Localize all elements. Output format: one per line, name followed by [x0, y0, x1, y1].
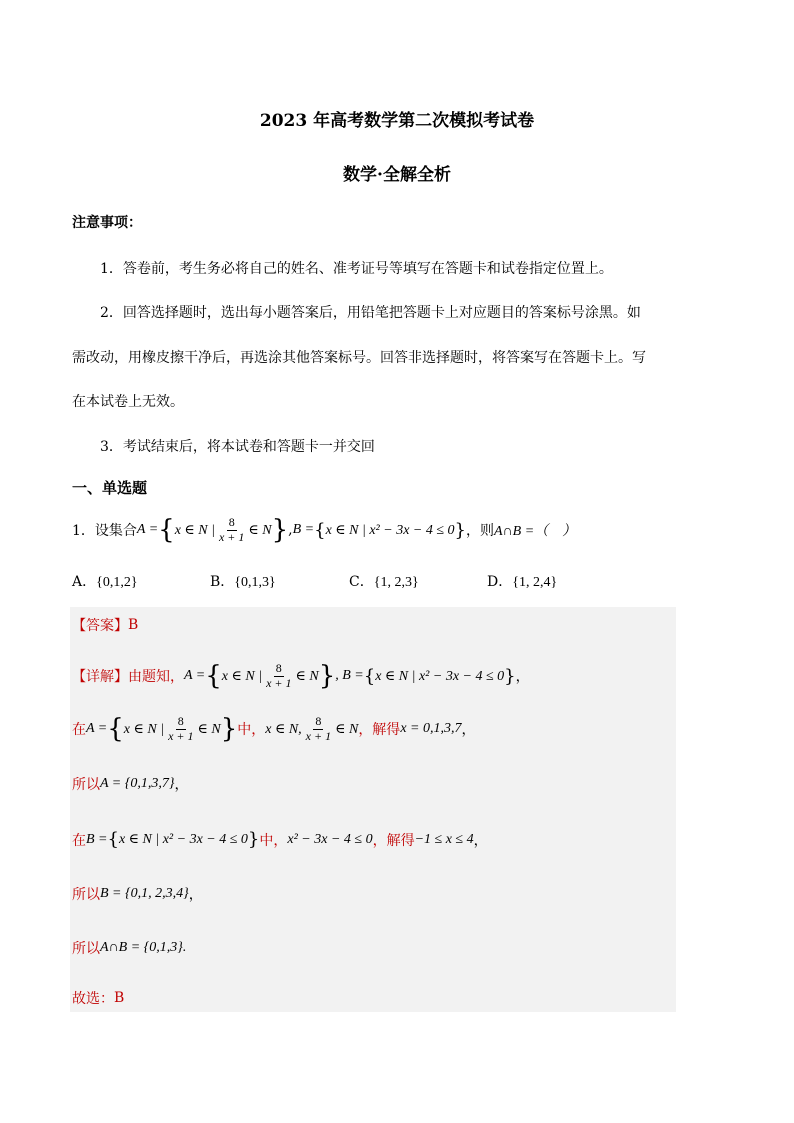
detail-result: x = 0,1,3,7	[400, 721, 462, 736]
fraction	[304, 715, 333, 744]
detail-set-b-lhs: B =	[86, 831, 108, 847]
detail-line-end: ，	[461, 722, 476, 738]
option-a[interactable]	[72, 571, 138, 591]
option-d-value: {1, 2,4}	[512, 575, 558, 590]
final-label: 故选：	[72, 991, 114, 1007]
detail-text: 中，	[259, 832, 288, 849]
option-d-label: D．	[487, 574, 513, 590]
right-brace: }	[271, 515, 289, 545]
left-brace: {	[158, 515, 175, 545]
comma: ,	[288, 522, 293, 538]
detail-text: 所以	[72, 941, 100, 957]
exam-subtitle: 数学·全解全析	[343, 165, 451, 185]
detail-line-6	[72, 938, 186, 958]
detail-line-end: ，	[515, 669, 530, 685]
detail-in-n: ∈ N	[335, 721, 359, 737]
detail-set-a-condition: x ∈ N |	[221, 668, 263, 684]
detail-in-n: ∈ N	[197, 721, 221, 737]
left-brace: {	[205, 661, 222, 691]
detail-text: 所以	[72, 777, 100, 793]
question-1	[72, 511, 576, 549]
detail-text: 在	[72, 832, 86, 849]
detail-set-a-lhs: A =	[86, 721, 108, 736]
left-brace: {	[107, 714, 124, 744]
detail-line-4	[72, 829, 488, 850]
detail-label: 【详解】	[72, 669, 128, 685]
detail-line-end: ，	[174, 777, 189, 793]
set-b-condition: x ∈ N | x² − 3x − 4 ≤ 0	[325, 522, 455, 538]
notes-heading: 注意事项：	[72, 215, 142, 231]
right-brace: }	[504, 665, 516, 687]
detail-in-n: ∈ N	[295, 668, 319, 684]
intersection-expression: A∩B =（ ）	[494, 524, 577, 539]
right-brace: }	[318, 661, 336, 691]
detail-text: 中，	[237, 722, 266, 738]
fraction-denominator: x + 1	[305, 728, 332, 743]
question-tail: ，则	[466, 523, 494, 539]
detail-line-2	[72, 710, 475, 748]
note-item-3: 3．考试结束后，将本试卷和答题卡一并交回	[100, 439, 375, 455]
detail-result: −1 ≤ x ≤ 4	[414, 831, 474, 847]
detail-set-b-condition: x ∈ N | x² − 3x − 4 ≤ 0	[118, 832, 248, 847]
right-brace: }	[454, 519, 466, 541]
answer-value: B	[128, 617, 139, 633]
option-c-label: C．	[349, 574, 374, 590]
fraction-numerator: 8	[315, 713, 322, 728]
detail-line-3	[72, 774, 188, 794]
detail-set-a-condition: x ∈ N |	[123, 721, 165, 737]
final-choice	[72, 988, 124, 1008]
detail-inequality: x² − 3x − 4 ≤ 0	[287, 831, 373, 847]
fraction-numerator: 8	[177, 713, 184, 728]
option-c[interactable]	[349, 571, 419, 591]
right-brace: }	[220, 714, 238, 744]
fraction-denominator: x + 1	[266, 675, 292, 690]
detail-set-a-lhs: A =	[184, 668, 206, 683]
left-brace: {	[363, 665, 376, 687]
fraction	[217, 516, 246, 545]
note-item-2-line-3: 在本试卷上无效。	[72, 394, 184, 410]
detail-text: 在	[72, 722, 86, 738]
option-c-value: {1, 2,3}	[373, 575, 419, 590]
option-b-label: B．	[210, 574, 235, 590]
set-a-lhs: A =	[136, 522, 159, 537]
detail-math: A = {0,1,3,7}	[100, 776, 175, 791]
detail-set-b-condition: x ∈ N | x² − 3x − 4 ≤ 0	[375, 668, 505, 684]
question-prefix: 1．设集合	[72, 523, 137, 539]
detail-line-end: ，	[473, 832, 488, 849]
fraction-numerator: 8	[275, 660, 282, 675]
detail-condition: x ∈ N,	[265, 721, 302, 737]
detail-text: 所以	[72, 887, 100, 903]
detail-set-b-lhs: , B =	[335, 668, 364, 683]
exam-title: 2023 年高考数学第二次模拟考试卷	[259, 111, 535, 131]
detail-intro: 由题知，	[128, 669, 184, 685]
section-heading: 一、单选题	[72, 479, 148, 497]
in-n: ∈ N	[248, 522, 272, 538]
detail-text: ，解得	[372, 832, 415, 849]
note-item-2-line-2: 需改动，用橡皮擦干净后，再选涂其他答案标号。回答非选择题时，将答案写在答题卡上。写	[72, 350, 646, 366]
detail-math: B = {0,1, 2,3,4}	[100, 886, 189, 901]
option-b[interactable]	[210, 571, 276, 591]
left-brace: {	[314, 519, 326, 541]
fraction-denominator: x + 1	[168, 728, 194, 743]
option-b-value: {0,1,3}	[234, 575, 276, 590]
final-value: B	[114, 990, 125, 1006]
detail-line-end: ，	[188, 887, 203, 903]
answer-line	[72, 615, 138, 635]
set-a-condition: x ∈ N |	[174, 522, 215, 538]
left-brace: {	[107, 829, 119, 850]
option-a-label: A．	[72, 574, 97, 590]
fraction-numerator: 8	[228, 514, 235, 529]
detail-math: A∩B = {0,1,3}.	[100, 940, 187, 955]
note-item-1: 1．答卷前，考生务必将自己的姓名、准考证号等填写在答题卡和试卷指定位置上。	[100, 261, 613, 277]
detail-line-1	[72, 657, 530, 695]
option-d[interactable]	[487, 571, 557, 591]
note-item-2-line-1: 2．回答选择题时，选出每小题答案后，用铅笔把答题卡上对应题目的答案标号涂黑。如	[100, 305, 641, 321]
fraction-denominator: x + 1	[218, 529, 245, 544]
answer-label: 【答案】	[72, 618, 128, 634]
option-a-value: {0,1,2}	[96, 575, 138, 590]
right-brace: }	[247, 829, 260, 850]
detail-text: ，解得	[358, 722, 401, 738]
set-b-lhs: B =	[292, 522, 315, 537]
fraction	[264, 662, 293, 691]
fraction	[166, 715, 195, 744]
detail-line-5	[72, 884, 203, 904]
